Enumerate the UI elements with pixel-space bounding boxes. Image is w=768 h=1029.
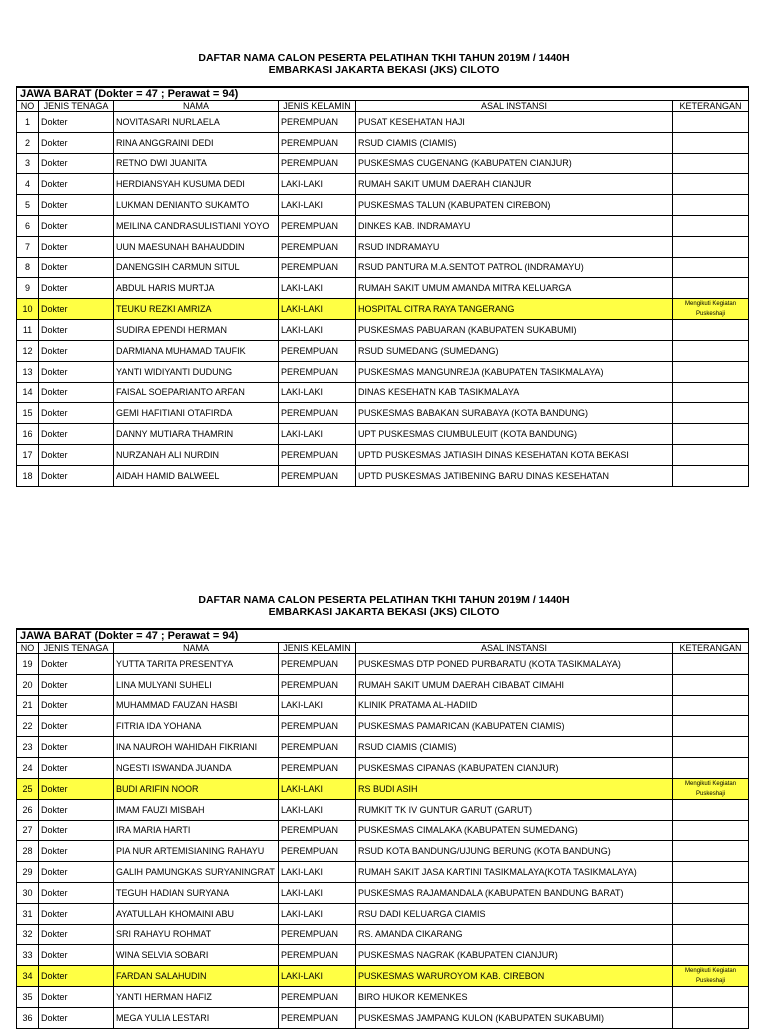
cell-jenis-kelamin: PEREMPUAN — [279, 403, 356, 424]
cell-asal-instansi: RUMAH SAKIT UMUM DAERAH CIANJUR — [356, 174, 673, 195]
cell-keterangan — [673, 153, 749, 174]
cell-keterangan — [673, 695, 749, 716]
cell-nama: SUDIRA EPENDI HERMAN — [114, 320, 279, 341]
table-row — [17, 465, 749, 486]
column-header-nama: NAMA — [114, 101, 279, 112]
table-row — [17, 403, 749, 424]
cell-asal-instansi: RUMAH SAKIT UMUM DAERAH CIBABAT CIMAHI — [356, 674, 673, 695]
cell-keterangan — [673, 841, 749, 862]
cell-jenis-tenaga: Dokter — [39, 1007, 114, 1028]
cell-jenis-tenaga: Dokter — [39, 737, 114, 758]
table-row — [17, 195, 749, 216]
cell-no: 13 — [17, 361, 39, 382]
cell-no: 14 — [17, 382, 39, 403]
cell-asal-instansi: PUSKESMAS CIPANAS (KABUPATEN CIANJUR) — [356, 757, 673, 778]
column-header-no: NO — [17, 101, 39, 112]
cell-jenis-tenaga: Dokter — [39, 215, 114, 236]
column-header-asal-instansi: ASAL INSTANSI — [356, 643, 673, 654]
cell-jenis-kelamin: PEREMPUAN — [279, 340, 356, 361]
cell-jenis-tenaga: Dokter — [39, 924, 114, 945]
cell-no: 5 — [17, 195, 39, 216]
cell-jenis-tenaga: Dokter — [39, 945, 114, 966]
cell-jenis-tenaga: Dokter — [39, 465, 114, 486]
cell-jenis-tenaga: Dokter — [39, 862, 114, 883]
table-row — [17, 966, 749, 987]
cell-keterangan — [673, 340, 749, 361]
cell-jenis-tenaga: Dokter — [39, 320, 114, 341]
cell-no: 6 — [17, 215, 39, 236]
cell-keterangan — [673, 654, 749, 675]
cell-jenis-tenaga: Dokter — [39, 695, 114, 716]
table-row — [17, 424, 749, 445]
table-row — [17, 153, 749, 174]
cell-asal-instansi: PUSKESMAS WARUROYOM KAB. CIREBON — [356, 966, 673, 987]
cell-jenis-tenaga: Dokter — [39, 299, 114, 320]
cell-jenis-kelamin: PEREMPUAN — [279, 236, 356, 257]
cell-jenis-kelamin: PEREMPUAN — [279, 737, 356, 758]
cell-keterangan — [673, 444, 749, 465]
cell-asal-instansi: PUSKESMAS DTP PONED PURBARATU (KOTA TASIKMALAYA) — [356, 654, 673, 675]
cell-jenis-tenaga: Dokter — [39, 841, 114, 862]
cell-nama: BUDI ARIFIN NOOR — [114, 778, 279, 799]
cell-nama: LUKMAN DENIANTO SUKAMTO — [114, 195, 279, 216]
cell-jenis-kelamin: PEREMPUAN — [279, 654, 356, 675]
participant-table-2 — [16, 628, 749, 1029]
cell-asal-instansi: RSUD PANTURA M.A.SENTOT PATROL (INDRAMAYU) — [356, 257, 673, 278]
cell-asal-instansi: PUSKESMAS BABAKAN SURABAYA (KOTA BANDUNG) — [356, 403, 673, 424]
cell-jenis-kelamin: LAKI-LAKI — [279, 299, 356, 320]
cell-jenis-tenaga: Dokter — [39, 174, 114, 195]
cell-jenis-tenaga: Dokter — [39, 903, 114, 924]
region-header: JAWA BARAT (Dokter = 47 ; Perawat = 94) — [17, 629, 749, 643]
table-row — [17, 882, 749, 903]
cell-jenis-kelamin: LAKI-LAKI — [279, 778, 356, 799]
cell-asal-instansi: RSUD CIAMIS (CIAMIS) — [356, 132, 673, 153]
cell-asal-instansi: BIRO HUKOR KEMENKES — [356, 987, 673, 1008]
cell-jenis-kelamin: PEREMPUAN — [279, 820, 356, 841]
cell-no: 18 — [17, 465, 39, 486]
cell-jenis-kelamin: PEREMPUAN — [279, 153, 356, 174]
cell-jenis-kelamin: LAKI-LAKI — [279, 278, 356, 299]
column-header-jenis-kelamin: JENIS KELAMIN — [279, 643, 356, 654]
cell-jenis-kelamin: PEREMPUAN — [279, 1007, 356, 1028]
cell-asal-instansi: RSUD INDRAMAYU — [356, 236, 673, 257]
cell-nama: LINA MULYANI SUHELI — [114, 674, 279, 695]
cell-no: 25 — [17, 778, 39, 799]
cell-jenis-kelamin: PEREMPUAN — [279, 945, 356, 966]
cell-nama: TEGUH HADIAN SURYANA — [114, 882, 279, 903]
cell-nama: GALIH PAMUNGKAS SURYANINGRAT — [114, 862, 279, 883]
cell-nama: IMAM FAUZI MISBAH — [114, 799, 279, 820]
cell-keterangan — [673, 903, 749, 924]
cell-nama: DARMIANA MUHAMAD TAUFIK — [114, 340, 279, 361]
cell-asal-instansi: RSUD KOTA BANDUNG/UJUNG BERUNG (KOTA BANDUNG) — [356, 841, 673, 862]
cell-keterangan — [673, 257, 749, 278]
column-header-jenis-tenaga: JENIS TENAGA — [39, 643, 114, 654]
cell-jenis-tenaga: Dokter — [39, 278, 114, 299]
cell-jenis-kelamin: PEREMPUAN — [279, 215, 356, 236]
cell-asal-instansi: UPTD PUSKESMAS JATIBENING BARU DINAS KESEHATAN — [356, 465, 673, 486]
table-row — [17, 737, 749, 758]
cell-jenis-kelamin: PEREMPUAN — [279, 674, 356, 695]
cell-jenis-tenaga: Dokter — [39, 132, 114, 153]
cell-keterangan — [673, 737, 749, 758]
cell-jenis-kelamin: LAKI-LAKI — [279, 320, 356, 341]
cell-nama: HERDIANSYAH KUSUMA DEDI — [114, 174, 279, 195]
cell-no: 31 — [17, 903, 39, 924]
title-line-1: DAFTAR NAMA CALON PESERTA PELATIHAN TKHI TAHUN 2019M / 1440H — [198, 594, 570, 606]
cell-keterangan — [673, 987, 749, 1008]
title-line-2: EMBARKASI JAKARTA BEKASI (JKS) CILOTO — [268, 64, 500, 76]
cell-jenis-tenaga: Dokter — [39, 757, 114, 778]
table-row — [17, 340, 749, 361]
cell-nama: YANTI WIDIYANTI DUDUNG — [114, 361, 279, 382]
cell-asal-instansi: RSUD CIAMIS (CIAMIS) — [356, 737, 673, 758]
column-header-keterangan: KETERANGAN — [673, 643, 749, 654]
cell-asal-instansi: PUSKESMAS PAMARICAN (KABUPATEN CIAMIS) — [356, 716, 673, 737]
cell-no: 2 — [17, 132, 39, 153]
cell-asal-instansi: PUSKESMAS CUGENANG (KABUPATEN CIANJUR) — [356, 153, 673, 174]
cell-keterangan — [673, 215, 749, 236]
table-row — [17, 320, 749, 341]
cell-nama: SRI RAHAYU ROHMAT — [114, 924, 279, 945]
table-row — [17, 112, 749, 133]
cell-keterangan — [673, 882, 749, 903]
cell-keterangan — [673, 757, 749, 778]
cell-jenis-kelamin: PEREMPUAN — [279, 924, 356, 945]
cell-no: 3 — [17, 153, 39, 174]
cell-jenis-tenaga: Dokter — [39, 403, 114, 424]
cell-nama: DANENGSIH CARMUN SITUL — [114, 257, 279, 278]
participant-table-1 — [16, 86, 749, 487]
table-row — [17, 257, 749, 278]
cell-nama: IRA MARIA HARTI — [114, 820, 279, 841]
cell-jenis-tenaga: Dokter — [39, 424, 114, 445]
cell-jenis-tenaga: Dokter — [39, 382, 114, 403]
table-row — [17, 820, 749, 841]
cell-nama: YUTTA TARITA PRESENTYA — [114, 654, 279, 675]
cell-keterangan — [673, 382, 749, 403]
column-header-no: NO — [17, 643, 39, 654]
cell-jenis-kelamin: PEREMPUAN — [279, 757, 356, 778]
cell-asal-instansi: DINKES KAB. INDRAMAYU — [356, 215, 673, 236]
cell-jenis-tenaga: Dokter — [39, 716, 114, 737]
cell-jenis-kelamin: LAKI-LAKI — [279, 966, 356, 987]
cell-jenis-tenaga: Dokter — [39, 674, 114, 695]
cell-keterangan: Mengikuti Kegiatan Puskeshaji — [673, 778, 749, 799]
cell-jenis-tenaga: Dokter — [39, 778, 114, 799]
cell-nama: TEUKU REZKI AMRIZA — [114, 299, 279, 320]
cell-keterangan — [673, 924, 749, 945]
cell-asal-instansi: DINAS KESEHATN KAB TASIKMALAYA — [356, 382, 673, 403]
cell-keterangan: Mengikuti Kegiatan Puskeshaji — [673, 299, 749, 320]
cell-asal-instansi: RUMAH SAKIT UMUM AMANDA MITRA KELUARGA — [356, 278, 673, 299]
cell-jenis-tenaga: Dokter — [39, 195, 114, 216]
title-line-2: EMBARKASI JAKARTA BEKASI (JKS) CILOTO — [268, 606, 500, 618]
cell-no: 10 — [17, 299, 39, 320]
cell-jenis-kelamin: PEREMPUAN — [279, 361, 356, 382]
cell-asal-instansi: RSU DADI KELUARGA CIAMIS — [356, 903, 673, 924]
cell-no: 27 — [17, 820, 39, 841]
table-row — [17, 299, 749, 320]
cell-nama: FAISAL SOEPARIANTO ARFAN — [114, 382, 279, 403]
cell-nama: NOVITASARI NURLAELA — [114, 112, 279, 133]
cell-no: 34 — [17, 966, 39, 987]
table-row — [17, 132, 749, 153]
cell-no: 9 — [17, 278, 39, 299]
cell-nama: DANNY MUTIARA THAMRIN — [114, 424, 279, 445]
cell-asal-instansi: UPT PUSKESMAS CIUMBULEUIT (KOTA BANDUNG) — [356, 424, 673, 445]
cell-keterangan — [673, 674, 749, 695]
cell-no: 23 — [17, 737, 39, 758]
cell-no: 35 — [17, 987, 39, 1008]
cell-keterangan — [673, 820, 749, 841]
cell-asal-instansi: UPTD PUSKESMAS JATIASIH DINAS KESEHATAN KOTA BEKASI — [356, 444, 673, 465]
cell-jenis-kelamin: LAKI-LAKI — [279, 882, 356, 903]
cell-keterangan — [673, 112, 749, 133]
cell-nama: NURZANAH ALI NURDIN — [114, 444, 279, 465]
cell-jenis-tenaga: Dokter — [39, 236, 114, 257]
table-row — [17, 778, 749, 799]
column-header-asal-instansi: ASAL INSTANSI — [356, 101, 673, 112]
table-row — [17, 236, 749, 257]
cell-nama: YANTI HERMAN HAFIZ — [114, 987, 279, 1008]
cell-no: 22 — [17, 716, 39, 737]
cell-asal-instansi: PUSKESMAS NAGRAK (KABUPATEN CIANJUR) — [356, 945, 673, 966]
cell-no: 11 — [17, 320, 39, 341]
cell-nama: UUN MAESUNAH BAHAUDDIN — [114, 236, 279, 257]
cell-jenis-tenaga: Dokter — [39, 882, 114, 903]
cell-no: 21 — [17, 695, 39, 716]
cell-asal-instansi: PUSKESMAS PABUARAN (KABUPATEN SUKABUMI) — [356, 320, 673, 341]
cell-asal-instansi: PUSKESMAS MANGUNREJA (KABUPATEN TASIKMALAYA) — [356, 361, 673, 382]
cell-no: 8 — [17, 257, 39, 278]
table-row — [17, 361, 749, 382]
cell-no: 32 — [17, 924, 39, 945]
cell-nama: WINA SELVIA SOBARI — [114, 945, 279, 966]
cell-no: 28 — [17, 841, 39, 862]
column-header-jenis-tenaga: JENIS TENAGA — [39, 101, 114, 112]
table-row — [17, 654, 749, 675]
cell-asal-instansi: PUSKESMAS TALUN (KABUPATEN CIREBON) — [356, 195, 673, 216]
cell-no: 30 — [17, 882, 39, 903]
title-line-1: DAFTAR NAMA CALON PESERTA PELATIHAN TKHI TAHUN 2019M / 1440H — [198, 52, 570, 64]
cell-jenis-tenaga: Dokter — [39, 966, 114, 987]
cell-jenis-tenaga: Dokter — [39, 444, 114, 465]
cell-keterangan — [673, 236, 749, 257]
cell-no: 1 — [17, 112, 39, 133]
document-title — [0, 52, 768, 76]
region-header: JAWA BARAT (Dokter = 47 ; Perawat = 94) — [17, 87, 749, 101]
cell-asal-instansi: RSUD SUMEDANG (SUMEDANG) — [356, 340, 673, 361]
table-row — [17, 674, 749, 695]
table-row — [17, 215, 749, 236]
cell-no: 15 — [17, 403, 39, 424]
cell-asal-instansi: RUMKIT TK IV GUNTUR GARUT (GARUT) — [356, 799, 673, 820]
cell-no: 12 — [17, 340, 39, 361]
cell-jenis-tenaga: Dokter — [39, 799, 114, 820]
cell-keterangan — [673, 174, 749, 195]
table-row — [17, 987, 749, 1008]
cell-asal-instansi: HOSPITAL CITRA RAYA TANGERANG — [356, 299, 673, 320]
cell-keterangan — [673, 132, 749, 153]
cell-no: 17 — [17, 444, 39, 465]
cell-jenis-kelamin: PEREMPUAN — [279, 112, 356, 133]
cell-nama: FITRIA IDA YOHANA — [114, 716, 279, 737]
cell-jenis-tenaga: Dokter — [39, 340, 114, 361]
cell-nama: INA NAUROH WAHIDAH FIKRIANI — [114, 737, 279, 758]
table-row — [17, 382, 749, 403]
cell-jenis-tenaga: Dokter — [39, 361, 114, 382]
cell-asal-instansi: PUSKESMAS CIMALAKA (KABUPATEN SUMEDANG) — [356, 820, 673, 841]
cell-asal-instansi: RUMAH SAKIT JASA KARTINI TASIKMALAYA(KOTA TASIKMALAYA) — [356, 862, 673, 883]
cell-keterangan — [673, 862, 749, 883]
table-row — [17, 841, 749, 862]
cell-keterangan — [673, 278, 749, 299]
cell-nama: RETNO DWI JUANITA — [114, 153, 279, 174]
cell-jenis-kelamin: PEREMPUAN — [279, 132, 356, 153]
cell-no: 4 — [17, 174, 39, 195]
cell-asal-instansi: PUSAT KESEHATAN HAJI — [356, 112, 673, 133]
cell-keterangan — [673, 799, 749, 820]
cell-jenis-tenaga: Dokter — [39, 153, 114, 174]
cell-jenis-kelamin: PEREMPUAN — [279, 465, 356, 486]
table-row — [17, 757, 749, 778]
cell-no: 16 — [17, 424, 39, 445]
cell-jenis-tenaga: Dokter — [39, 257, 114, 278]
cell-no: 7 — [17, 236, 39, 257]
cell-keterangan — [673, 465, 749, 486]
cell-jenis-kelamin: LAKI-LAKI — [279, 862, 356, 883]
table-row — [17, 695, 749, 716]
cell-jenis-kelamin: PEREMPUAN — [279, 716, 356, 737]
cell-nama: GEMI HAFITIANI OTAFIRDA — [114, 403, 279, 424]
cell-nama: MEGA YULIA LESTARI — [114, 1007, 279, 1028]
cell-jenis-tenaga: Dokter — [39, 654, 114, 675]
cell-keterangan — [673, 195, 749, 216]
cell-asal-instansi: PUSKESMAS JAMPANG KULON (KABUPATEN SUKABUMI) — [356, 1007, 673, 1028]
cell-nama: FARDAN SALAHUDIN — [114, 966, 279, 987]
table-row — [17, 278, 749, 299]
cell-jenis-kelamin: PEREMPUAN — [279, 257, 356, 278]
cell-keterangan: Mengikuti Kegiatan Puskeshaji — [673, 966, 749, 987]
cell-keterangan — [673, 361, 749, 382]
cell-no: 26 — [17, 799, 39, 820]
column-header-nama: NAMA — [114, 643, 279, 654]
cell-nama: ABDUL HARIS MURTJA — [114, 278, 279, 299]
cell-nama: MEILINA CANDRASULISTIANI YOYO — [114, 215, 279, 236]
cell-nama: NGESTI ISWANDA JUANDA — [114, 757, 279, 778]
cell-keterangan — [673, 716, 749, 737]
cell-nama: AYATULLAH KHOMAINI ABU — [114, 903, 279, 924]
cell-jenis-tenaga: Dokter — [39, 112, 114, 133]
cell-nama: RINA ANGGRAINI DEDI — [114, 132, 279, 153]
column-header-jenis-kelamin: JENIS KELAMIN — [279, 101, 356, 112]
cell-no: 24 — [17, 757, 39, 778]
cell-nama: PIA NUR ARTEMISIANING RAHAYU — [114, 841, 279, 862]
cell-jenis-kelamin: LAKI-LAKI — [279, 695, 356, 716]
cell-jenis-kelamin: PEREMPUAN — [279, 841, 356, 862]
cell-jenis-kelamin: LAKI-LAKI — [279, 799, 356, 820]
table-row — [17, 924, 749, 945]
cell-no: 33 — [17, 945, 39, 966]
cell-nama: AIDAH HAMID BALWEEL — [114, 465, 279, 486]
table-row — [17, 945, 749, 966]
cell-jenis-kelamin: LAKI-LAKI — [279, 382, 356, 403]
table-row — [17, 1007, 749, 1028]
cell-asal-instansi: RS. AMANDA CIKARANG — [356, 924, 673, 945]
column-header-keterangan: KETERANGAN — [673, 101, 749, 112]
cell-asal-instansi: KLINIK PRATAMA AL-HADIID — [356, 695, 673, 716]
cell-nama: MUHAMMAD FAUZAN HASBI — [114, 695, 279, 716]
table-row — [17, 862, 749, 883]
cell-jenis-kelamin: LAKI-LAKI — [279, 424, 356, 445]
table-row — [17, 716, 749, 737]
table-row — [17, 444, 749, 465]
cell-asal-instansi: RS BUDI ASIH — [356, 778, 673, 799]
cell-jenis-kelamin: LAKI-LAKI — [279, 195, 356, 216]
cell-asal-instansi: PUSKESMAS RAJAMANDALA (KABUPATEN BANDUNG BARAT) — [356, 882, 673, 903]
table-row — [17, 903, 749, 924]
table-row — [17, 799, 749, 820]
cell-jenis-tenaga: Dokter — [39, 987, 114, 1008]
cell-jenis-kelamin: PEREMPUAN — [279, 987, 356, 1008]
cell-keterangan — [673, 945, 749, 966]
cell-no: 29 — [17, 862, 39, 883]
cell-keterangan — [673, 1007, 749, 1028]
cell-no: 19 — [17, 654, 39, 675]
document-title-2 — [0, 594, 768, 618]
cell-jenis-tenaga: Dokter — [39, 820, 114, 841]
cell-jenis-kelamin: LAKI-LAKI — [279, 174, 356, 195]
table-row — [17, 174, 749, 195]
cell-keterangan — [673, 403, 749, 424]
cell-keterangan — [673, 424, 749, 445]
cell-no: 36 — [17, 1007, 39, 1028]
cell-jenis-kelamin: PEREMPUAN — [279, 444, 356, 465]
cell-jenis-kelamin: LAKI-LAKI — [279, 903, 356, 924]
cell-keterangan — [673, 320, 749, 341]
cell-no: 20 — [17, 674, 39, 695]
